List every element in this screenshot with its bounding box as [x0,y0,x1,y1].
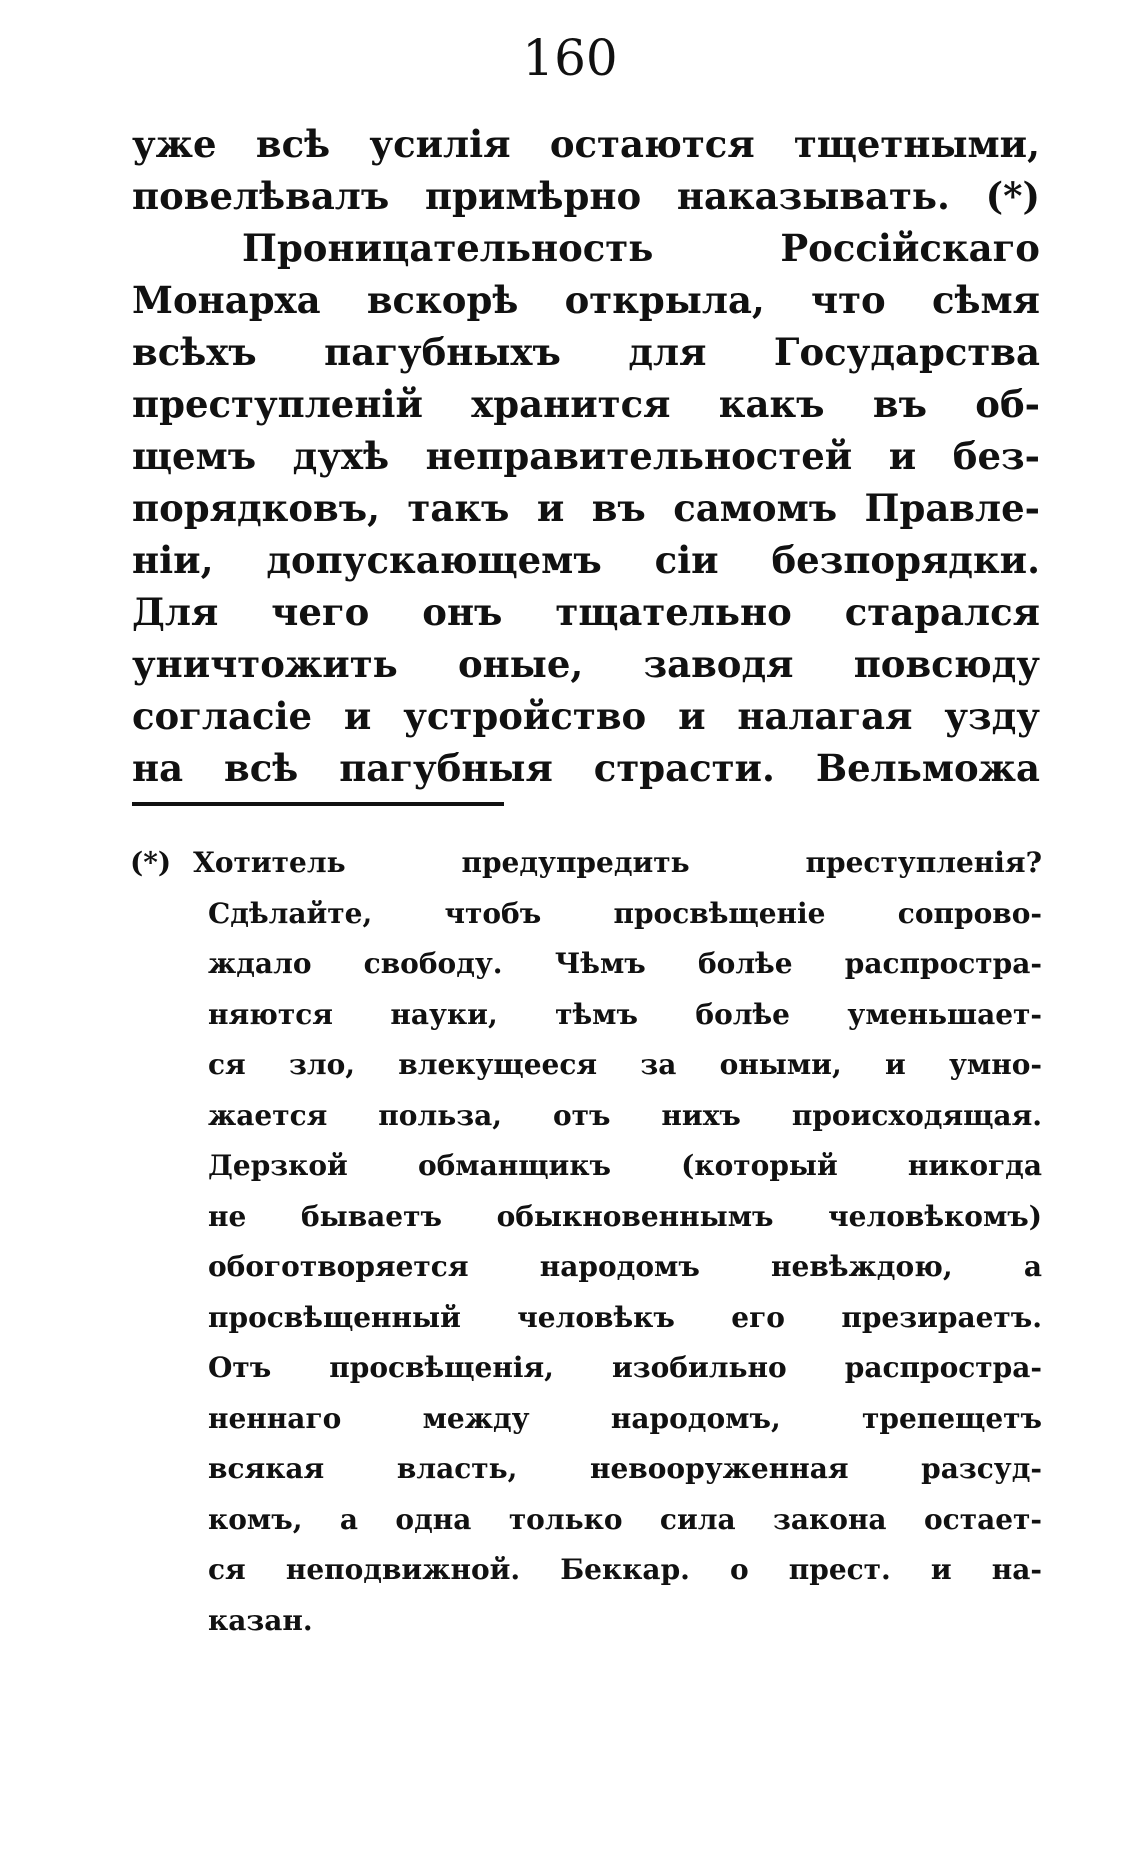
footnote-marker: (*) [130,846,172,879]
text-line: повелѣвалъ примѣрно наказывать. (*) [132,174,1040,218]
footnote-divider [132,802,504,806]
text-line: согласіе и устройство и налагая узду [132,694,1040,738]
main-text-block [132,118,1040,794]
page-number: 160 [522,29,618,87]
text-line: Проницательность Россійскаго [242,226,1040,270]
text-line: уничтожить оные, заводя повсюду [132,642,1040,686]
footnote-line: всякая власть, невооруженная разсуд- [208,1452,1042,1485]
text-line: уже всѣ усилія остаются тщетными, [132,122,1040,166]
footnote-line: не бываетъ обыкновеннымъ человѣкомъ) [208,1199,1042,1233]
footnote-line: ся зло, влекущееся за оными, и умно- [208,1048,1042,1081]
footnote-line: жается польза, отъ нихъ происходящая. [208,1098,1042,1132]
footnote-line: просвѣщенный человѣкъ его презираетъ. [208,1300,1042,1334]
footnote-line: ся неподвижной. Беккар. о прест. и на- [208,1553,1042,1586]
text-line: преступленій хранится какъ въ об- [132,382,1040,426]
text-line: щемъ духѣ неправительностей и без- [132,434,1040,478]
footnote-line: Отъ просвѣщенія, изобильно распростра- [208,1351,1042,1384]
footnote-line: неннаго между народомъ, трепещетъ [208,1401,1042,1435]
footnote-line: казан. [208,1603,313,1637]
footnote-block [130,838,1042,1646]
footnote-line: ждало свободу. Чѣмъ болѣе распростра- [208,947,1042,980]
text-line: Монарха вскорѣ открыла, что сѣмя [132,278,1040,322]
footnote-line: няются науки, тѣмъ болѣе уменьшает- [208,997,1042,1031]
footnote-line: обоготворяется народомъ невѣждою, а [208,1250,1042,1283]
text-line: порядковъ, такъ и въ самомъ Правле- [132,486,1040,530]
footnote-text: Хотитель предупредить преступленія? [193,846,1042,879]
footnote-line: Сдѣлайте, чтобъ просвѣщеніе сопрово- [208,896,1042,930]
text-line: ніи, допускающемъ сіи безпорядки. [132,538,1040,582]
text-line: Для чего онъ тщательно старался [132,590,1040,634]
footnote-line: комъ, а одна только сила закона остает- [208,1502,1042,1536]
footnote-line [130,838,1042,889]
text-line: всѣхъ пагубныхъ для Государства [132,330,1040,374]
text-line: на всѣ пагубныя страсти. Вельможа [132,746,1040,790]
footnote-line: Дерзкой обманщикъ (который никогда [208,1149,1042,1182]
